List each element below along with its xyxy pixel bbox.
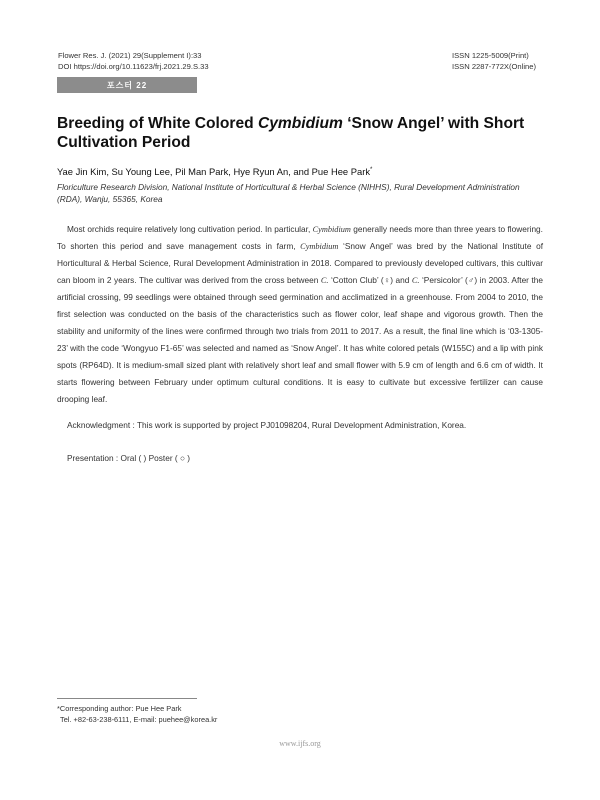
footnote-divider <box>57 698 197 699</box>
poster-number-badge: 포스터 22 <box>57 77 197 93</box>
title-genus: Cymbidium <box>257 115 343 132</box>
issn-online: ISSN 2287-772X(Online) <box>452 62 536 71</box>
presentation-type: Presentation : Oral ( ) Poster ( ○ ) <box>67 453 191 463</box>
authors-text: Yae Jin Kim, Su Young Lee, Pil Man Park, Hye Ryun An, and Pue Hee Park <box>57 166 371 177</box>
affiliation: Floriculture Research Division, National Institute of Horticultural & Herbal Science (NIHHS), Rural Development Administration (RDA), Wanju, 55365, Korea <box>57 182 520 204</box>
doi-link[interactable]: DOI https://doi.org/10.11623/frj.2021.29.S.33 <box>58 62 209 71</box>
title-part-1: Breeding of White Colored <box>57 115 258 132</box>
abstract-paragraph <box>57 221 543 408</box>
issn-block <box>452 50 536 72</box>
acknowledgment: Acknowledgment : This work is supported by project PJ01098204, Rural Development Administration, Korea. <box>67 420 467 430</box>
abstract-text: generally needs more than three years to flowering. To shorten this period and save management costs in farm, <box>57 224 543 251</box>
abstract-text: ‘Persicolor’ (♂) in 2003. After the artificial crossing, 99 seedlings were obtained through seed germination and acclimatized in a greenhouse. From 2004 to 2010, the first selection was conducted on the basis of the characteristics such as flower color, leaf shape and vigorous growth. Then the stability and uniformity of the lines were confirmed through two trials from 2011 to 2017. As a result, the final line which is ‘03-1305-23’ with the code ‘Wongyuo F1-65’ was selected and named as ‘Snow Angel’. It has white colored petals (W155C) and a lip with pink spots (RP64D). It is medium-small sized plant with relatively short leaf and small flower with 5.9 cm of length and 6.6 cm of width. It starts flowering between February under optimum cultural conditions. It is easy to cultivate but excessive fertilizer can cause drooping leaf. <box>57 275 543 404</box>
abstract-text: ‘Snow Angel’ was bred by the National Institute of Horticultural & Herbal Science, Rural Development Administration in 2018. Compared to previously developed cultivars, this cultivar can bloom in 2 years. The cultivar was derived from the cross between <box>57 241 543 285</box>
abstract-text: Most orchids require relatively long cultivation period. In particular, <box>67 224 313 234</box>
genus-abbrev: C. <box>411 276 420 285</box>
corresponding-author: *Corresponding author: Pue Hee Park <box>57 704 182 713</box>
genus-name: Cymbidium <box>300 242 339 251</box>
genus-abbrev: C. <box>320 276 329 285</box>
website-footer[interactable]: www.ijfs.org <box>279 739 321 748</box>
journal-citation: Flower Res. J. (2021) 29(Supplement I):33 <box>58 51 202 60</box>
genus-name: Cymbidium <box>312 225 351 234</box>
author-list <box>57 166 372 177</box>
contact-info: Tel. +82-63-238-6111, E-mail: puehee@korea.kr <box>60 715 218 724</box>
paper-title <box>57 114 547 152</box>
journal-header <box>58 50 209 72</box>
corresponding-mark: * <box>370 166 373 173</box>
issn-print: ISSN 1225-5009(Print) <box>452 51 529 60</box>
footnote <box>57 703 217 725</box>
title-part-2: ‘Snow Angel’ with Short Cultivation Period <box>57 115 525 151</box>
abstract-text: ‘Cotton Club’ (♀) and <box>328 275 412 285</box>
